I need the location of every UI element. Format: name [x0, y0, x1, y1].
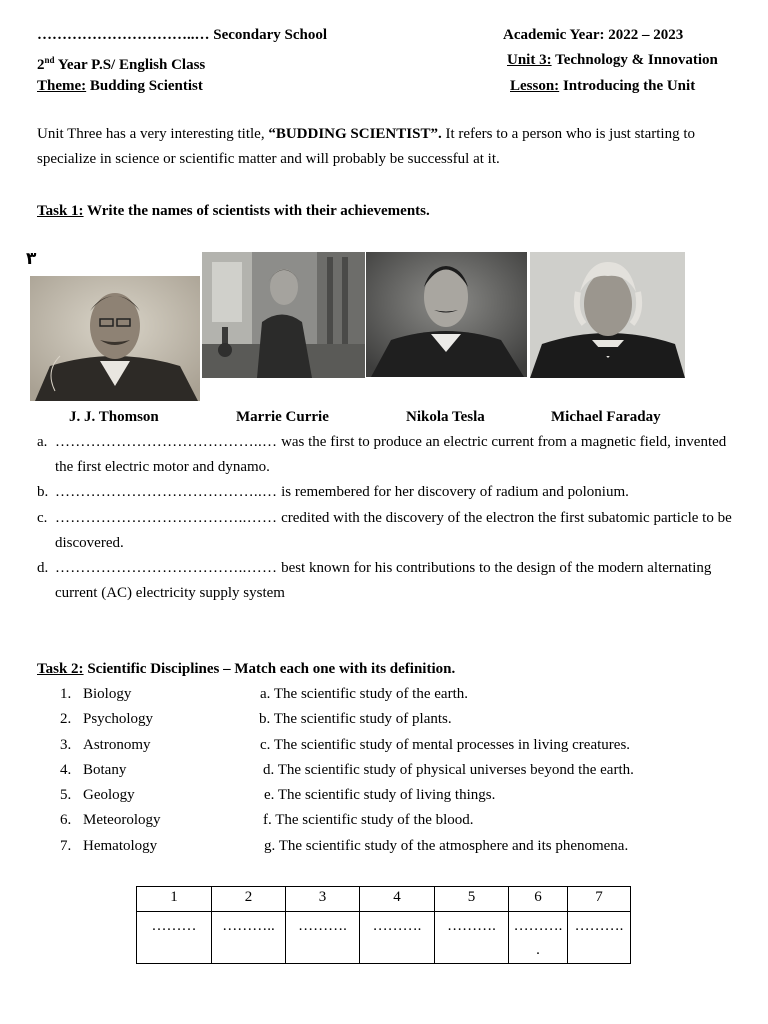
- academic-year: Academic Year: 2022 – 2023: [503, 27, 684, 43]
- item-text: best known for his contributions to the design of the modern alternating current (AC) electricity supply system: [55, 560, 712, 601]
- theme-value: Budding Scientist: [86, 78, 203, 94]
- scientist-name: Michael Faraday: [551, 409, 661, 425]
- task2-heading: [37, 660, 455, 678]
- class-number: 2: [37, 57, 45, 73]
- discipline-number: 6.: [60, 812, 72, 828]
- theme-label: Theme:: [37, 78, 87, 94]
- answer-blank-text: ……….: [513, 918, 563, 934]
- answer-cell[interactable]: ……….: [435, 912, 509, 964]
- class-ordinal: nd: [44, 55, 55, 65]
- answer-blank[interactable]: ………………………………..……: [55, 510, 278, 526]
- item-text: was the first to produce an electric current from a magnetic field, invented the first electric motor and dynamo.: [55, 434, 727, 475]
- task1-item-a: [37, 430, 737, 480]
- unit-label: Unit 3:: [507, 52, 552, 68]
- discipline-number: 4.: [60, 762, 72, 778]
- unit-value: Technology & Innovation: [551, 52, 718, 68]
- task1-instruction: Write the names of scientists with their achievements.: [83, 203, 430, 219]
- discipline-name: Hematology: [83, 838, 158, 854]
- answer-cell[interactable]: ………..: [212, 912, 286, 964]
- class-line: [37, 51, 205, 74]
- answer-table: [136, 886, 631, 964]
- answer-blank-tail: .: [536, 942, 540, 958]
- discipline-number: 3.: [60, 737, 72, 753]
- intro-part1: Unit Three has a very interesting title,: [37, 126, 269, 142]
- answer-blank[interactable]: …………………………………..…: [55, 434, 278, 450]
- photo-tesla: [366, 252, 527, 377]
- task2-label: Task 2:: [37, 661, 84, 677]
- answer-cell[interactable]: ……….: [286, 912, 360, 964]
- task1-item-b: [37, 480, 737, 505]
- answer-header-cell: 7: [568, 887, 631, 912]
- intro-paragraph: [37, 122, 737, 172]
- theme-line: [37, 77, 203, 95]
- definition-item: d. The scientific study of physical universes beyond the earth.: [263, 762, 634, 778]
- task1-item-c: [37, 506, 737, 556]
- answer-cell[interactable]: ………: [137, 912, 212, 964]
- discipline-name: Meteorology: [83, 812, 161, 828]
- discipline-name: Botany: [83, 762, 127, 778]
- answer-header-cell: 6: [509, 887, 568, 912]
- photo-curie: [202, 252, 365, 378]
- answer-header-cell: 4: [360, 887, 435, 912]
- task1-heading: [37, 202, 430, 220]
- item-text: credited with the discovery of the electron the first subatomic particle to be discovered.: [55, 510, 732, 551]
- answer-blank[interactable]: …………………………………..…: [55, 484, 278, 500]
- lesson-label: Lesson:: [510, 78, 560, 94]
- answer-cell[interactable]: ……….: [360, 912, 435, 964]
- discipline-name: Geology: [83, 787, 135, 803]
- answer-table-header: [137, 887, 631, 912]
- scientist-name: Nikola Tesla: [406, 409, 485, 425]
- answer-cell[interactable]: [509, 912, 568, 964]
- discipline-number: 2.: [60, 711, 72, 727]
- answer-header-cell: 5: [435, 887, 509, 912]
- page-mark: ٣: [26, 249, 37, 269]
- task2-instruction: Scientific Disciplines – Match each one with its definition.: [83, 661, 456, 677]
- discipline-number: 5.: [60, 787, 72, 803]
- definition-item: b. The scientific study of plants.: [259, 711, 452, 727]
- item-letter: b.: [37, 484, 49, 500]
- class-rest: Year P.S/ English Class: [54, 57, 206, 73]
- item-text: is remembered for her discovery of radium and polonium.: [277, 484, 629, 500]
- unit-line: [507, 51, 718, 69]
- lesson-line: [510, 77, 695, 95]
- task1-item-d: [37, 556, 737, 606]
- photo-faraday: [530, 252, 685, 378]
- definition-item: e. The scientific study of living things.: [264, 787, 496, 803]
- lesson-value: Introducing the Unit: [559, 78, 696, 94]
- answer-blank[interactable]: ………………………………..……: [55, 560, 278, 576]
- definition-item: a. The scientific study of the earth.: [260, 686, 468, 702]
- discipline-number: 1.: [60, 686, 72, 702]
- scientist-name: J. J. Thomson: [69, 409, 159, 425]
- discipline-name: Biology: [83, 686, 132, 702]
- school-name: …………………………..… Secondary School: [37, 27, 328, 43]
- discipline-name: Astronomy: [83, 737, 151, 753]
- task1-label: Task 1:: [37, 203, 84, 219]
- photo-thomson: [30, 276, 200, 401]
- answer-table-row: [137, 912, 631, 964]
- definition-item: c. The scientific study of mental processes in living creatures.: [260, 737, 631, 753]
- definition-item: f. The scientific study of the blood.: [263, 812, 474, 828]
- intro-title: “BUDDING SCIENTIST”.: [268, 126, 442, 142]
- item-letter: a.: [37, 434, 48, 450]
- item-letter: c.: [37, 510, 48, 526]
- answer-cell[interactable]: ……….: [568, 912, 631, 964]
- answer-header-cell: 3: [286, 887, 360, 912]
- answer-header-cell: 1: [137, 887, 212, 912]
- answer-header-cell: 2: [212, 887, 286, 912]
- item-letter: d.: [37, 560, 49, 576]
- discipline-name: Psychology: [83, 711, 154, 727]
- intro-part2: It refers to a person who is just starting to specialize in science or scientific matter and will probably be successful at it.: [37, 126, 696, 167]
- discipline-number: 7.: [60, 838, 72, 854]
- definition-item: g. The scientific study of the atmosphere and its phenomena.: [264, 838, 629, 854]
- scientist-name: Marrie Currie: [236, 409, 329, 425]
